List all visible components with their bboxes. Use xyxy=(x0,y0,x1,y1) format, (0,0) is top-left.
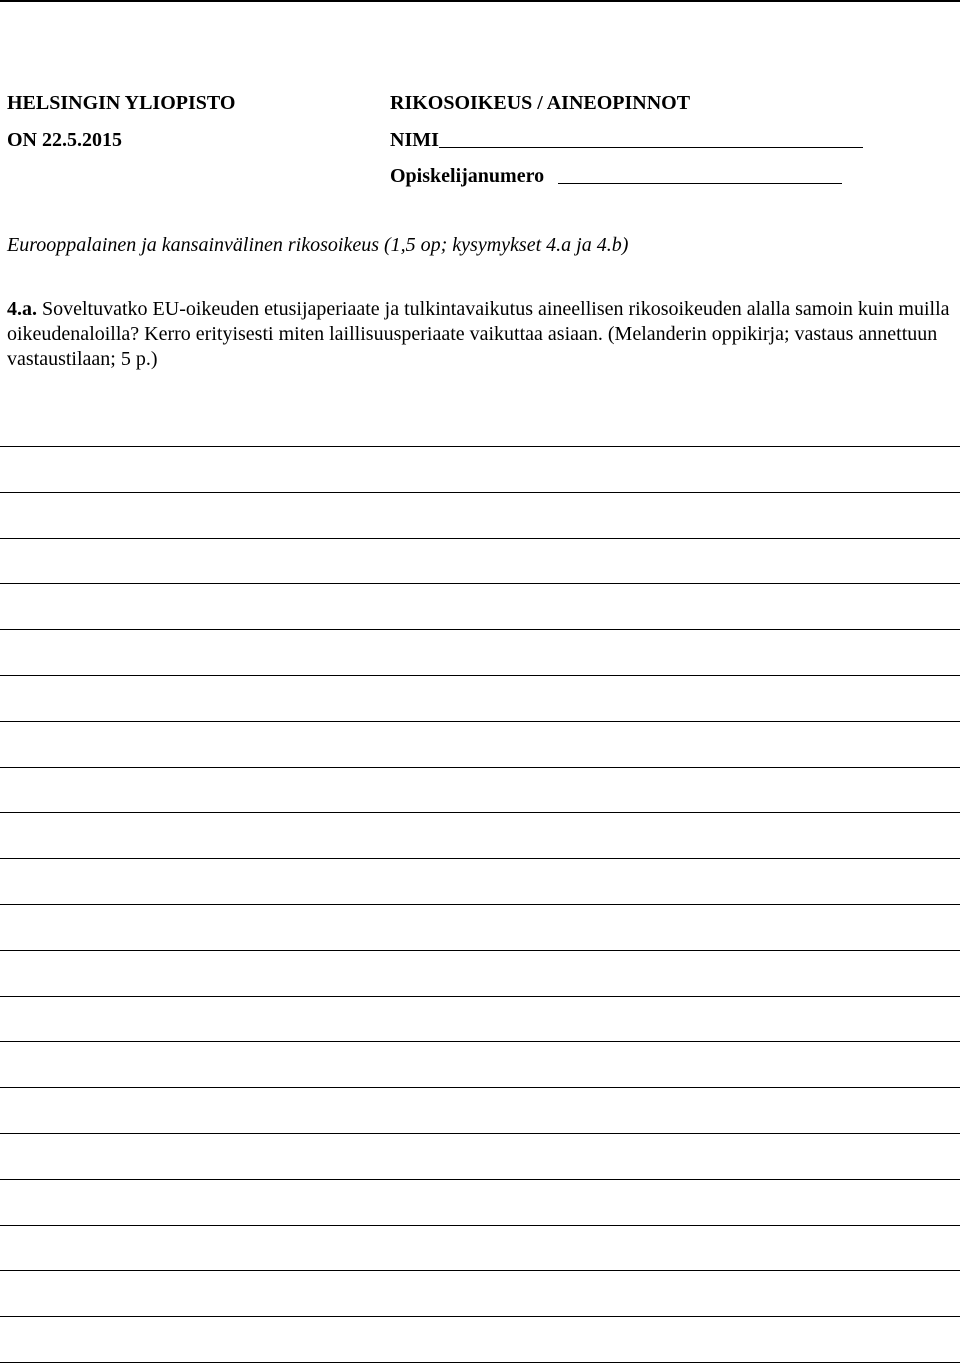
question-text xyxy=(7,297,952,372)
answer-line[interactable] xyxy=(0,1179,960,1180)
course-title: RIKOSOIKEUS / AINEOPINNOT xyxy=(390,92,691,114)
answer-line[interactable] xyxy=(0,767,960,768)
top-rule xyxy=(0,0,960,2)
student-number-label: Opiskelijanumero xyxy=(390,165,545,187)
question-number: 4.a. xyxy=(7,298,37,320)
answer-line[interactable] xyxy=(0,1087,960,1088)
name-fill-line[interactable] xyxy=(439,147,863,148)
answer-line[interactable] xyxy=(0,1270,960,1271)
section-title: Eurooppalainen ja kansainvälinen rikosoikeus (1,5 op; kysymykset 4.a ja 4.b) xyxy=(7,234,629,256)
answer-line[interactable] xyxy=(0,538,960,539)
answer-line[interactable] xyxy=(0,858,960,859)
university-name: HELSINGIN YLIOPISTO xyxy=(7,92,236,114)
answer-line[interactable] xyxy=(0,583,960,584)
student-number-fill-line[interactable] xyxy=(558,183,842,184)
answer-line[interactable] xyxy=(0,1225,960,1226)
question-body: Soveltuvatko EU-oikeuden etusijaperiaate ja tulkintavaikutus aineellisen rikosoikeuden alalla samoin kuin muilla oikeudenaloilla? Kerro erityisesti miten laillisuusperiaate vaikuttaa asiaan. (Melanderin oppikirja; vastaus annettuun vastaustilaan; 5 p.) xyxy=(7,298,950,370)
answer-line[interactable] xyxy=(0,1362,960,1363)
answer-line[interactable] xyxy=(0,996,960,997)
answer-line[interactable] xyxy=(0,950,960,951)
answer-line[interactable] xyxy=(0,1041,960,1042)
student-number-field[interactable] xyxy=(390,164,842,188)
answer-line[interactable] xyxy=(0,446,960,447)
answer-line[interactable] xyxy=(0,1316,960,1317)
answer-line[interactable] xyxy=(0,629,960,630)
answer-line[interactable] xyxy=(0,904,960,905)
answer-line[interactable] xyxy=(0,675,960,676)
answer-line[interactable] xyxy=(0,721,960,722)
answer-line[interactable] xyxy=(0,812,960,813)
exam-date: ON 22.5.2015 xyxy=(7,129,122,151)
name-field[interactable] xyxy=(390,128,863,152)
answer-line[interactable] xyxy=(0,492,960,493)
name-label: NIMI xyxy=(390,129,439,151)
answer-line[interactable] xyxy=(0,1133,960,1134)
